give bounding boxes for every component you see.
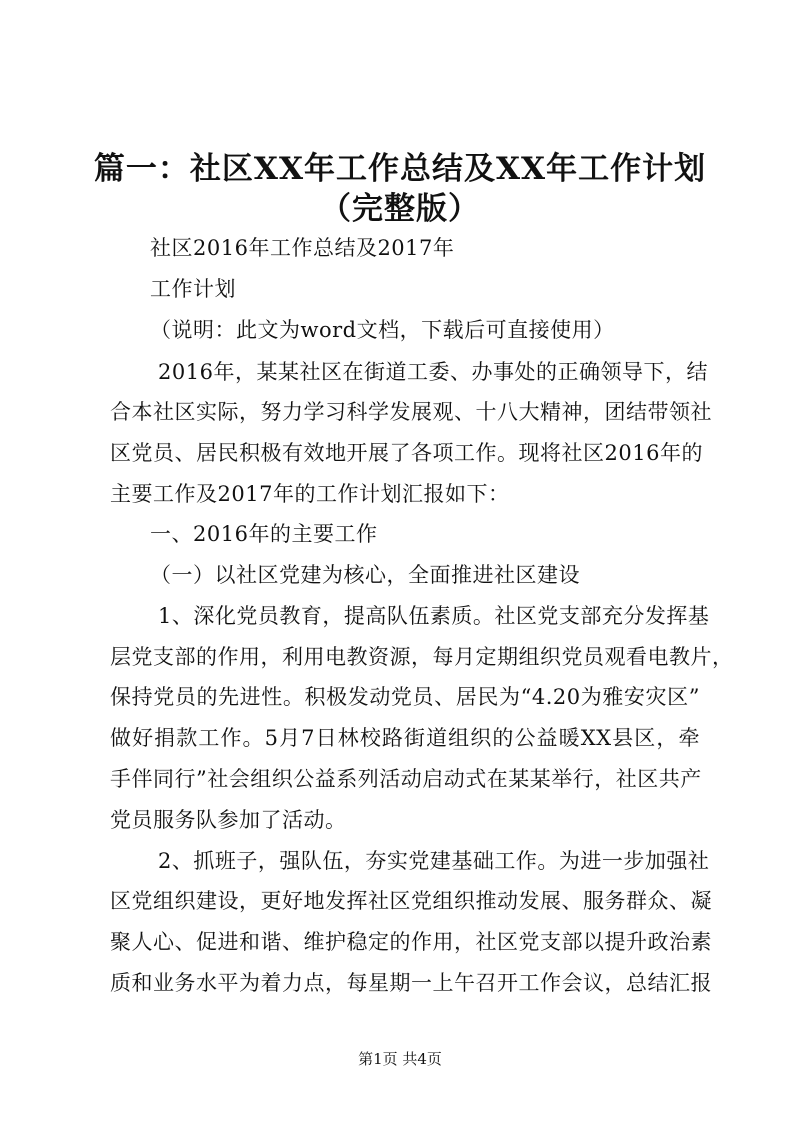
- document-title-line-1: 篇一：社区XX年工作总结及XX年工作计划: [93, 151, 707, 187]
- subsection-heading: （一）以社区党建为核心，全面推进社区建设: [150, 563, 580, 587]
- subtitle-line-2: 工作计划: [150, 277, 236, 301]
- paragraph-line: 手伴同行”社会组织公益系列活动启动式在某某举行，社区共产: [110, 767, 702, 791]
- usage-note: （说明：此文为word文档，下载后可直接使用）: [150, 318, 615, 342]
- document-title-line-2: （完整版）: [320, 191, 480, 227]
- paragraph-line: 合本社区实际，努力学习科学发展观、十八大精神，团结带领社: [110, 400, 712, 424]
- paragraph-line: 质和业务水平为着力点，每星期一上午召开工作会议，总结汇报: [110, 971, 712, 995]
- paragraph-line: 区党员、居民积极有效地开展了各项工作。现将社区2016年的: [110, 441, 703, 465]
- paragraph-line: 2016年，某某社区在街道工委、办事处的正确领导下，结: [158, 360, 708, 384]
- section-heading: 一、2016年的主要工作: [150, 522, 378, 546]
- paragraph-line: 2、抓班子，强队伍，夯实党建基础工作。为进一步加强社: [158, 849, 710, 873]
- paragraph-line: 做好捐款工作。5月7日林校路街道组织的公益暖XX县区，牵: [110, 726, 700, 750]
- paragraph-line: 聚人心、促进和谐、维护稳定的作用，社区党支部以提升政治素: [110, 930, 712, 954]
- paragraph-line: 区党组织建设，更好地发挥社区党组织推动发展、服务群众、凝: [110, 889, 712, 913]
- page-number-footer: 第1页 共4页: [358, 1050, 442, 1068]
- paragraph-line: 1、深化党员教育，提高队伍素质。社区党支部充分发挥基: [158, 604, 710, 628]
- paragraph-line: 主要工作及2017年的工作计划汇报如下：: [110, 482, 510, 506]
- paragraph-line: 党员服务队参加了活动。: [110, 808, 347, 832]
- paragraph-line: 层党支部的作用，利用电教资源，每月定期组织党员观看电教片，: [110, 645, 734, 669]
- subtitle-line-1: 社区2016年工作总结及2017年: [150, 236, 455, 260]
- paragraph-line: 保持党员的先进性。积极发动党员、居民为“4.20为雅安灾区”: [110, 685, 700, 709]
